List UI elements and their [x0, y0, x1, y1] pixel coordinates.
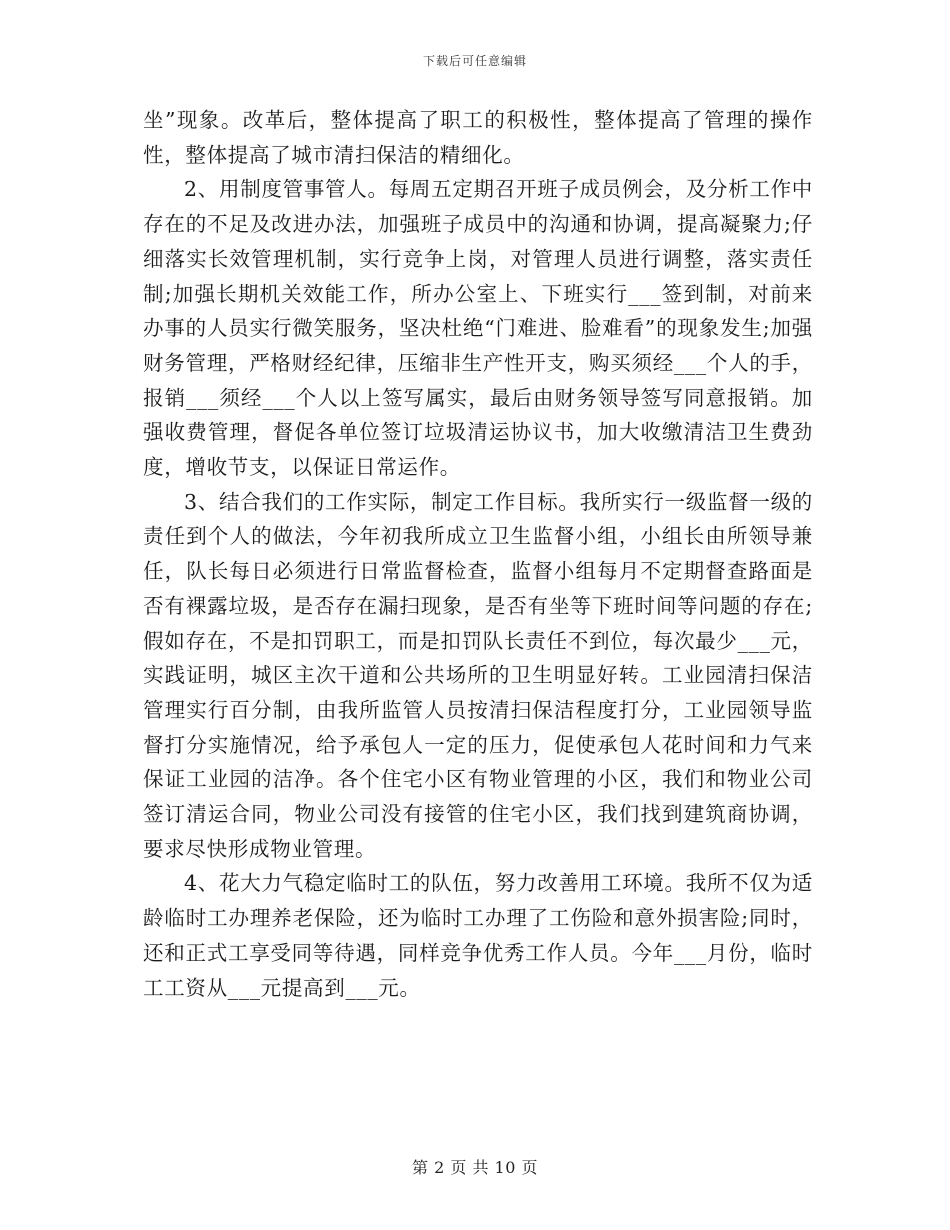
document-body — [143, 103, 813, 1005]
paragraph-item-2: 2、用制度管事管人。每周五定期召开班子成员例会，及分析工作中存在的不足及改进办法，加强班子成员中的沟通和协调，提高凝聚力;仔细落实长效管理机制，实行竞争上岗，对管理人员进行调整，落实责任制;加强长期机关效能工作，所办公室上、下班实行___签到制，对前来办事的人员实行微笑服务，坚决杜绝“门难进、脸难看”的现象发生;加强财务管理，严格财经纪律，压缩非生产性开支，购买须经___个人的手，报销___须经___个人以上签写属实，最后由财务领导签写同意报销。加强收费管理，督促各单位签订垃圾清运协议书，加大收缴清洁卫生费劲度，增收节支，以保证日常运作。 — [143, 177, 813, 480]
paragraph-item-4: 4、花大力气稳定临时工的队伍，努力改善用工环境。我所不仅为适龄临时工办理养老保险，还为临时工办理了工伤险和意外损害险;同时，还和正式工享受同等待遇，同样竞争优秀工作人员。今年___月份，临时工工资从___元提高到___元。 — [143, 871, 813, 1000]
page-header: 下载后可任意编辑 — [422, 54, 527, 68]
paragraph-item-3: 3、结合我们的工作实际，制定工作目标。我所实行一级监督一级的责任到个人的做法，今年初我所成立卫生监督小组，小组长由所领导兼任，队长每日必须进行日常监督检查，监督小组每月不定期督查路面是否有裸露垃圾，是否存在漏扫现象，是否有坐等下班时间等问题的存在;假如存在，不是扣罚职工，而是扣罚队长责任不到位，每次最少___元，实践证明，城区主次干道和公共场所的卫生明显好转。工业园清扫保洁管理实行百分制，由我所监管人员按清扫保洁程度打分，工业园领导监督打分实施情况，给予承包人一定的压力，促使承包人花时间和力气来保证工业园的洁净。各个住宅小区有物业管理的小区，我们和物业公司签订清运合同，物业公司没有接管的住宅小区，我们找到建筑商协调，要求尽快形成物业管理。 — [143, 489, 813, 861]
page-number-footer: 第 2 页 共 10 页 — [412, 1158, 538, 1177]
paragraph-continuation: 坐”现象。改革后，整体提高了职工的积极性，整体提高了管理的操作性，整体提高了城市清扫保洁的精细化。 — [143, 108, 813, 167]
